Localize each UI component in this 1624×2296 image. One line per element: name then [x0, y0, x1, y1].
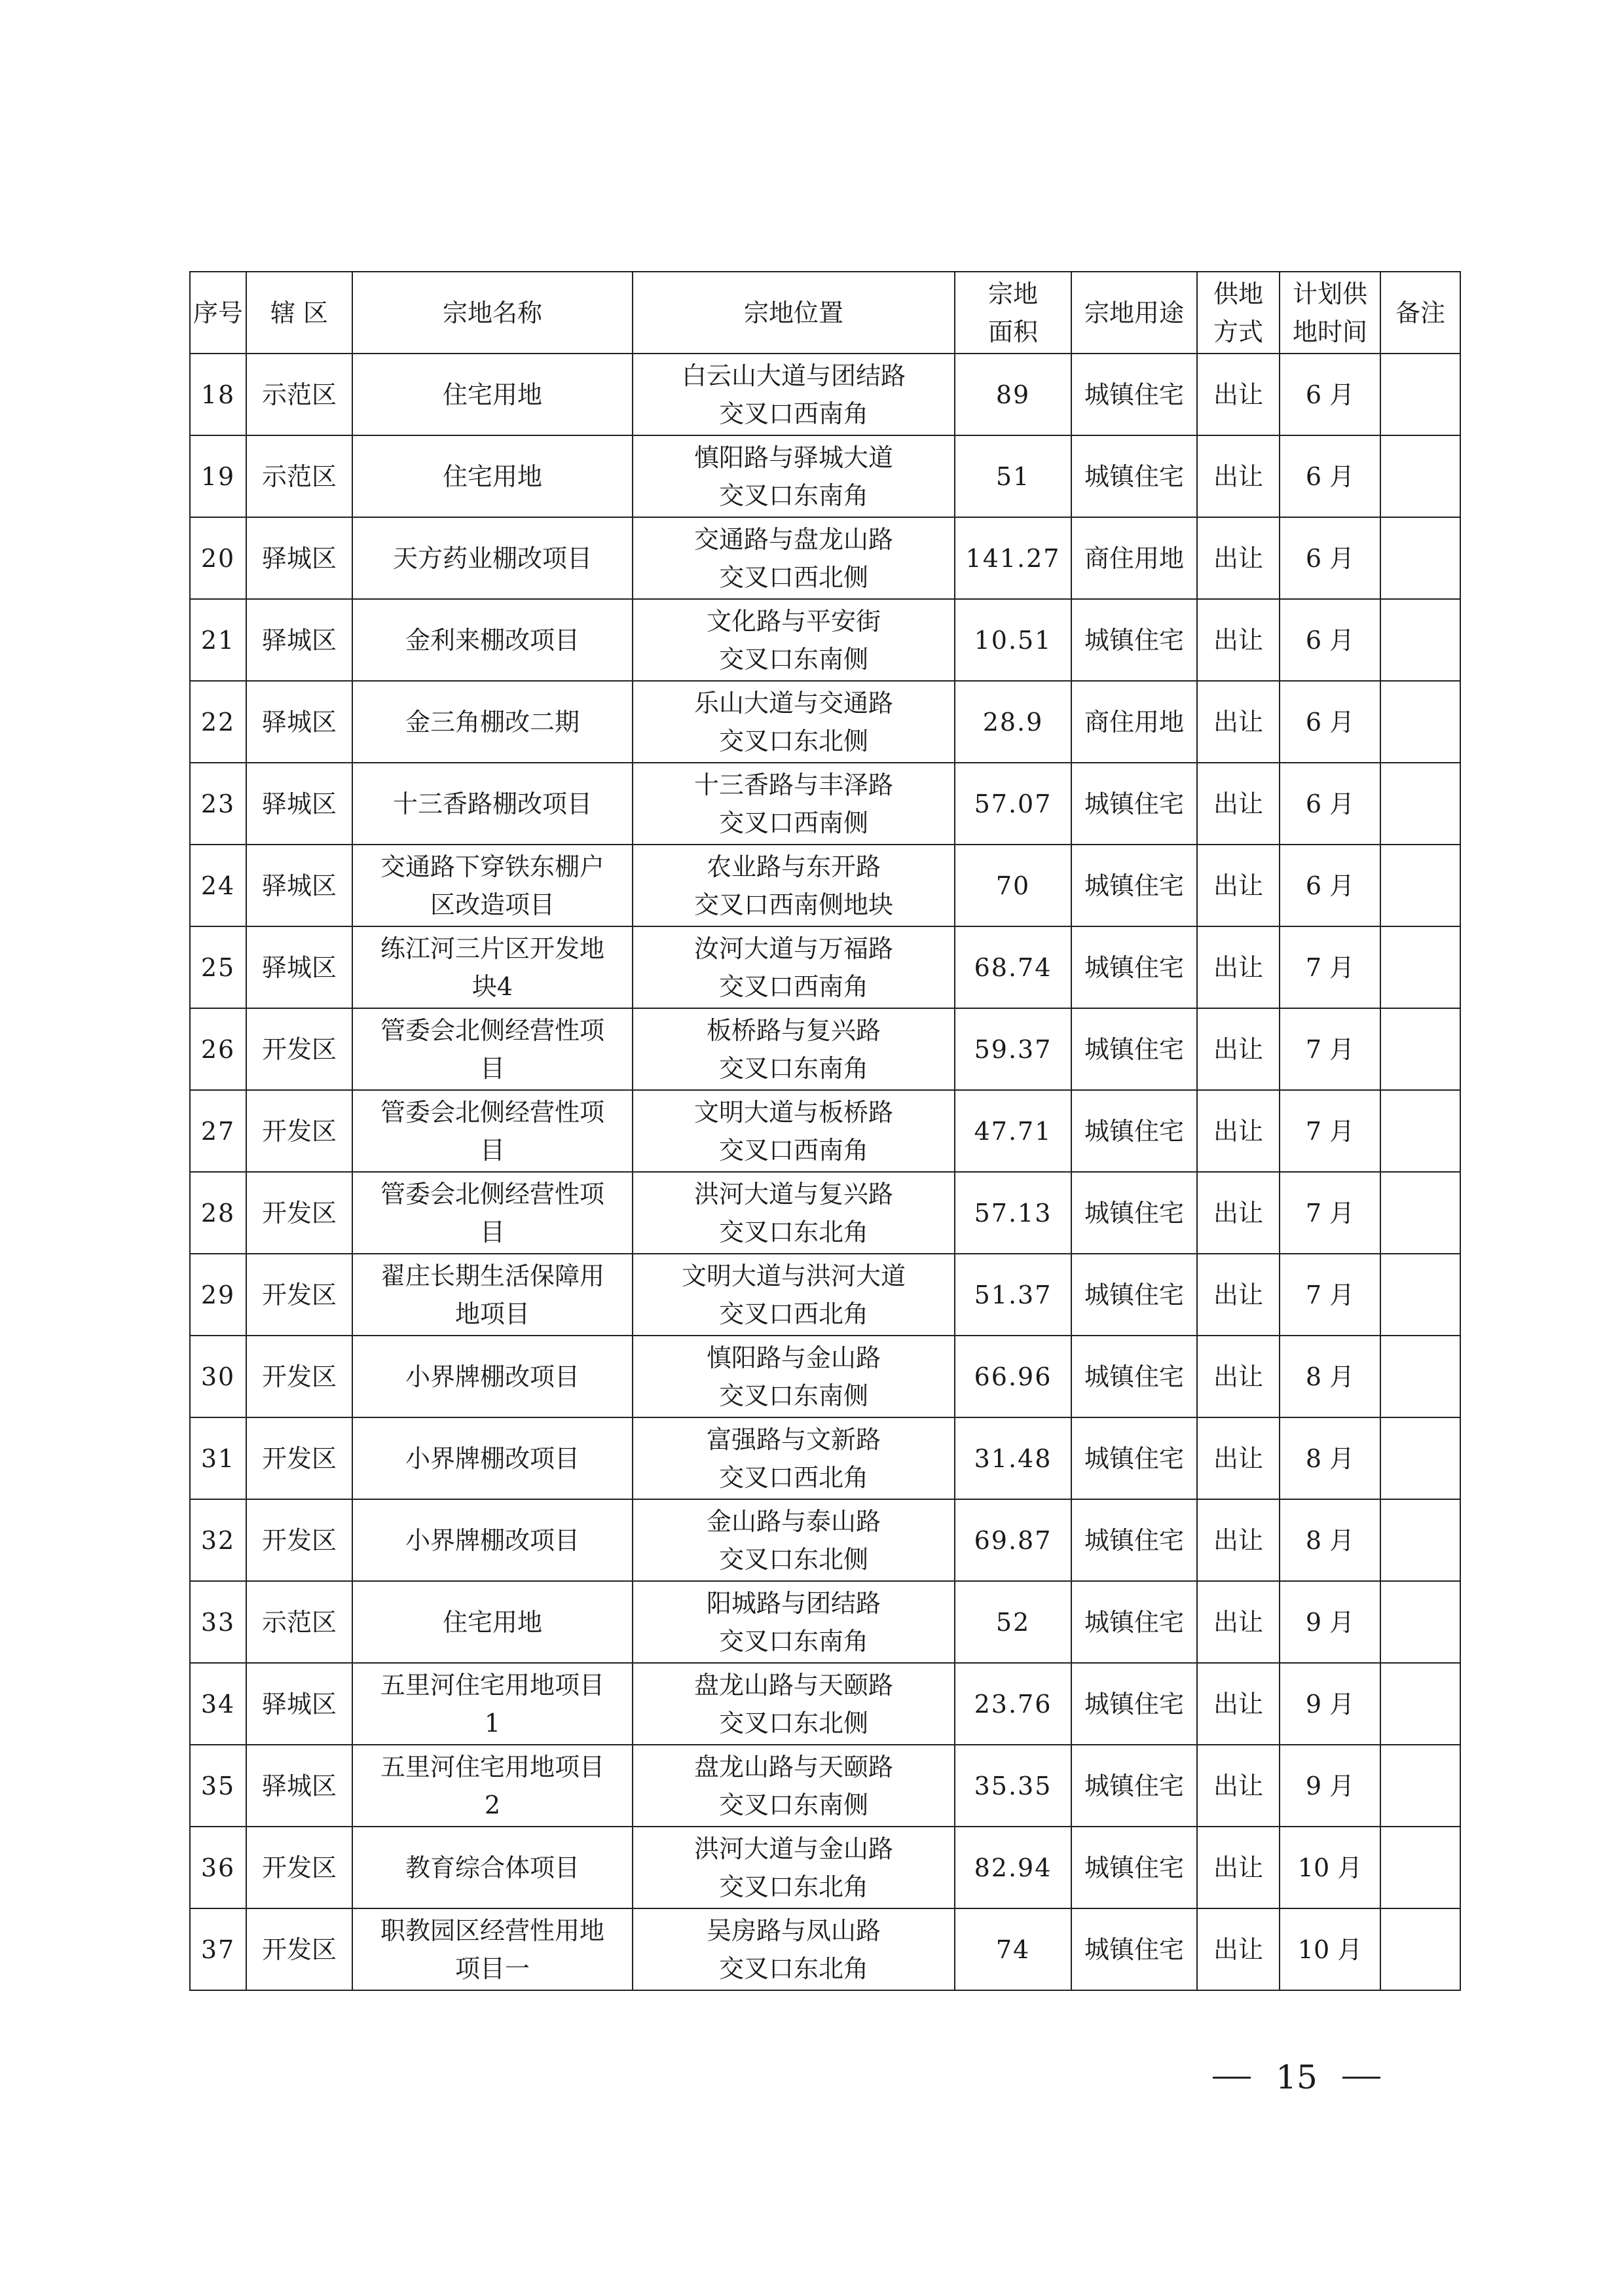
table-header-row: [190, 272, 1460, 354]
cell-area: 141.27: [955, 517, 1071, 599]
cell-supply: 出让: [1197, 517, 1280, 599]
cell-supply: 出让: [1197, 1745, 1280, 1827]
cell-seq: 28: [190, 1172, 246, 1254]
cell-time: 9 月: [1280, 1663, 1380, 1745]
cell-location-line: 洪河大道与金山路: [693, 1834, 893, 1863]
cell-location-line: 金山路与泰山路: [706, 1506, 881, 1536]
cell-name-text: 五里河住宅用地项目 2: [380, 1752, 604, 1819]
cell-name: [352, 1172, 633, 1254]
cell-location-line: 农业路与东开路: [706, 852, 881, 881]
cell-district: 驿城区: [246, 599, 352, 681]
cell-name-text: 管委会北侧经营性项目: [380, 1097, 604, 1165]
cell-area: 28.9: [955, 681, 1071, 763]
cell-supply: 出让: [1197, 845, 1280, 926]
table-row: [190, 926, 1460, 1008]
cell-name: [352, 1663, 633, 1745]
cell-use: 城镇住宅: [1071, 435, 1197, 517]
cell-location-line: 文明大道与洪河大道: [681, 1261, 906, 1290]
cell-name-text: 管委会北侧经营性项目: [380, 1015, 604, 1083]
header-time: 计划供地时间: [1280, 272, 1380, 354]
cell-name-text: 练江河三片区开发地块4: [380, 934, 604, 1001]
cell-name: [352, 1745, 633, 1827]
cell-supply: 出让: [1197, 1908, 1280, 1990]
table-row: [190, 1417, 1460, 1499]
cell-remark: [1380, 926, 1460, 1008]
header-seq: 序号: [190, 272, 246, 354]
cell-use: 城镇住宅: [1071, 1090, 1197, 1172]
cell-name: [352, 354, 633, 435]
cell-name: [352, 763, 633, 845]
header-location: 宗地位置: [633, 272, 955, 354]
cell-location: [633, 435, 955, 517]
table-row: [190, 354, 1460, 435]
cell-use: 城镇住宅: [1071, 1172, 1197, 1254]
cell-location-line: 交叉口东北侧: [718, 726, 868, 756]
cell-location-line: 交叉口东北侧: [718, 1544, 868, 1574]
cell-location: [633, 1172, 955, 1254]
cell-supply: 出让: [1197, 1336, 1280, 1417]
cell-location: [633, 1499, 955, 1581]
cell-location-line: 文化路与平安街: [706, 606, 881, 636]
cell-time: 6 月: [1280, 354, 1380, 435]
cell-area: 89: [955, 354, 1071, 435]
cell-remark: [1380, 763, 1460, 845]
table-row: [190, 1499, 1460, 1581]
cell-name: [352, 517, 633, 599]
cell-supply: 出让: [1197, 1417, 1280, 1499]
page-number: 15: [1276, 2058, 1318, 2096]
cell-location-line: 交叉口东南侧: [718, 1381, 868, 1410]
cell-location: [633, 1663, 955, 1745]
cell-name-text: 小界牌棚改项目: [405, 1444, 580, 1473]
cell-seq: 37: [190, 1908, 246, 1990]
cell-district: 开发区: [246, 1827, 352, 1908]
cell-use: 城镇住宅: [1071, 1499, 1197, 1581]
cell-name: [352, 681, 633, 763]
cell-use: 城镇住宅: [1071, 1417, 1197, 1499]
cell-location: [633, 1581, 955, 1663]
cell-location-line: 交叉口东南侧: [718, 1790, 868, 1819]
table-body: [190, 354, 1460, 1990]
cell-location-line: 交叉口东北侧: [718, 1708, 868, 1738]
cell-remark: [1380, 681, 1460, 763]
cell-location-line: 交叉口东南角: [718, 481, 868, 510]
table-row: [190, 1663, 1460, 1745]
cell-location-line: 吴房路与凤山路: [706, 1916, 881, 1945]
cell-location-line: 交叉口东北角: [718, 1217, 868, 1247]
cell-area: 70: [955, 845, 1071, 926]
cell-remark: [1380, 1254, 1460, 1336]
cell-district: 驿城区: [246, 517, 352, 599]
cell-district: 示范区: [246, 435, 352, 517]
cell-name: [352, 1090, 633, 1172]
cell-location-line: 慎阳路与金山路: [706, 1343, 881, 1372]
cell-name-text: 交通路下穿铁东棚户区改造项目: [380, 852, 604, 919]
table-row: [190, 1581, 1460, 1663]
table-row: [190, 845, 1460, 926]
cell-district: 开发区: [246, 1417, 352, 1499]
cell-remark: [1380, 1090, 1460, 1172]
cell-use: 城镇住宅: [1071, 763, 1197, 845]
cell-area: 51: [955, 435, 1071, 517]
cell-supply: 出让: [1197, 1663, 1280, 1745]
cell-location-line: 十三香路与丰泽路: [693, 770, 893, 799]
cell-remark: [1380, 1008, 1460, 1090]
cell-name: [352, 599, 633, 681]
cell-area: 52: [955, 1581, 1071, 1663]
cell-name-text: 十三香路棚改项目: [392, 789, 592, 818]
cell-time: 7 月: [1280, 926, 1380, 1008]
header-use: 宗地用途: [1071, 272, 1197, 354]
cell-area: 57.07: [955, 763, 1071, 845]
cell-supply: 出让: [1197, 1581, 1280, 1663]
cell-location-line: 汝河大道与万福路: [693, 934, 893, 963]
cell-time: 10 月: [1280, 1827, 1380, 1908]
cell-location-line: 交叉口西南侧: [718, 808, 868, 837]
cell-supply: 出让: [1197, 1827, 1280, 1908]
cell-remark: [1380, 599, 1460, 681]
cell-district: 开发区: [246, 1008, 352, 1090]
header-area: 宗地面积: [955, 272, 1071, 354]
cell-time: 9 月: [1280, 1581, 1380, 1663]
cell-remark: [1380, 354, 1460, 435]
cell-name: [352, 1417, 633, 1499]
cell-district: 开发区: [246, 1499, 352, 1581]
cell-supply: 出让: [1197, 435, 1280, 517]
cell-location-line: 交叉口西南角: [718, 399, 868, 428]
cell-remark: [1380, 1336, 1460, 1417]
cell-supply: 出让: [1197, 1172, 1280, 1254]
cell-district: 示范区: [246, 1581, 352, 1663]
table-row: [190, 517, 1460, 599]
cell-seq: 27: [190, 1090, 246, 1172]
cell-name: [352, 1499, 633, 1581]
cell-seq: 25: [190, 926, 246, 1008]
cell-district: 驿城区: [246, 845, 352, 926]
cell-location-line: 文明大道与板桥路: [693, 1097, 893, 1127]
header-name: 宗地名称: [352, 272, 633, 354]
cell-seq: 18: [190, 354, 246, 435]
cell-time: 8 月: [1280, 1499, 1380, 1581]
cell-location-line: 交叉口西北角: [718, 1463, 868, 1492]
cell-area: 47.71: [955, 1090, 1071, 1172]
cell-use: 城镇住宅: [1071, 354, 1197, 435]
cell-area: 68.74: [955, 926, 1071, 1008]
cell-location-line: 富强路与文新路: [706, 1425, 881, 1454]
cell-area: 66.96: [955, 1336, 1071, 1417]
cell-use: 城镇住宅: [1071, 1663, 1197, 1745]
cell-location: [633, 1090, 955, 1172]
cell-location-line: 交叉口西北角: [718, 1299, 868, 1328]
cell-seq: 33: [190, 1581, 246, 1663]
cell-location-line: 交叉口西南角: [718, 1135, 868, 1165]
cell-location-line: 洪河大道与复兴路: [693, 1179, 893, 1209]
cell-location-line: 交通路与盘龙山路: [693, 524, 893, 554]
cell-name-text: 小界牌棚改项目: [405, 1525, 580, 1555]
cell-name: [352, 926, 633, 1008]
cell-district: 驿城区: [246, 763, 352, 845]
cell-supply: 出让: [1197, 354, 1280, 435]
cell-name-text: 教育综合体项目: [405, 1853, 580, 1882]
cell-district: 开发区: [246, 1172, 352, 1254]
cell-district: 驿城区: [246, 926, 352, 1008]
cell-seq: 21: [190, 599, 246, 681]
table-row: [190, 1090, 1460, 1172]
cell-time: 6 月: [1280, 763, 1380, 845]
cell-time: 6 月: [1280, 517, 1380, 599]
cell-name-text: 住宅用地: [442, 380, 542, 409]
cell-name-text: 职教园区经营性用地项目一: [380, 1916, 604, 1983]
cell-name-text: 住宅用地: [442, 462, 542, 491]
table-row: [190, 681, 1460, 763]
cell-name: [352, 435, 633, 517]
table-row: [190, 1254, 1460, 1336]
cell-seq: 19: [190, 435, 246, 517]
cell-location-line: 交叉口西南角: [718, 972, 868, 1001]
cell-use: 城镇住宅: [1071, 1745, 1197, 1827]
cell-district: 示范区: [246, 354, 352, 435]
cell-use: 城镇住宅: [1071, 926, 1197, 1008]
cell-remark: [1380, 435, 1460, 517]
cell-time: 6 月: [1280, 681, 1380, 763]
cell-area: 31.48: [955, 1417, 1071, 1499]
cell-time: 6 月: [1280, 435, 1380, 517]
cell-use: 城镇住宅: [1071, 1827, 1197, 1908]
cell-remark: [1380, 1908, 1460, 1990]
cell-name: [352, 1827, 633, 1908]
cell-location: [633, 1336, 955, 1417]
cell-remark: [1380, 1499, 1460, 1581]
cell-time: 10 月: [1280, 1908, 1380, 1990]
cell-district: 开发区: [246, 1908, 352, 1990]
cell-name: [352, 1908, 633, 1990]
cell-location: [633, 1254, 955, 1336]
cell-name-text: 住宅用地: [442, 1607, 542, 1637]
cell-location-line: 乐山大道与交通路: [693, 688, 893, 718]
cell-seq: 34: [190, 1663, 246, 1745]
cell-use: 城镇住宅: [1071, 599, 1197, 681]
cell-area: 57.13: [955, 1172, 1071, 1254]
cell-location-line: 交叉口东北角: [718, 1872, 868, 1901]
cell-area: 23.76: [955, 1663, 1071, 1745]
cell-name-text: 翟庄长期生活保障用地项目: [380, 1261, 604, 1328]
cell-name-text: 小界牌棚改项目: [405, 1362, 580, 1391]
cell-location: [633, 1008, 955, 1090]
cell-time: 8 月: [1280, 1417, 1380, 1499]
cell-location-line: 板桥路与复兴路: [706, 1015, 881, 1045]
cell-use: 城镇住宅: [1071, 1336, 1197, 1417]
table-row: [190, 1172, 1460, 1254]
cell-location: [633, 1417, 955, 1499]
table-row: [190, 1336, 1460, 1417]
cell-location: [633, 1908, 955, 1990]
cell-location: [633, 354, 955, 435]
cell-time: 7 月: [1280, 1254, 1380, 1336]
cell-location-line: 慎阳路与驿城大道: [693, 443, 893, 472]
cell-location: [633, 926, 955, 1008]
cell-area: 74: [955, 1908, 1071, 1990]
cell-name: [352, 1254, 633, 1336]
table-row: [190, 1745, 1460, 1827]
cell-district: 开发区: [246, 1254, 352, 1336]
cell-supply: 出让: [1197, 926, 1280, 1008]
cell-district: 驿城区: [246, 1663, 352, 1745]
cell-name-text: 金利来棚改项目: [405, 625, 580, 655]
cell-remark: [1380, 845, 1460, 926]
cell-supply: 出让: [1197, 1090, 1280, 1172]
cell-area: 82.94: [955, 1827, 1071, 1908]
cell-use: 城镇住宅: [1071, 1908, 1197, 1990]
table-row: [190, 1908, 1460, 1990]
cell-seq: 35: [190, 1745, 246, 1827]
cell-seq: 23: [190, 763, 246, 845]
cell-use: 城镇住宅: [1071, 1254, 1197, 1336]
cell-use: 商住用地: [1071, 681, 1197, 763]
cell-location-line: 盘龙山路与天颐路: [693, 1670, 893, 1700]
cell-name-text: 金三角棚改二期: [405, 707, 580, 737]
cell-remark: [1380, 1581, 1460, 1663]
cell-seq: 26: [190, 1008, 246, 1090]
cell-seq: 29: [190, 1254, 246, 1336]
table-row: [190, 435, 1460, 517]
cell-location: [633, 517, 955, 599]
cell-time: 7 月: [1280, 1090, 1380, 1172]
cell-remark: [1380, 1172, 1460, 1254]
cell-remark: [1380, 1827, 1460, 1908]
cell-area: 51.37: [955, 1254, 1071, 1336]
cell-location: [633, 599, 955, 681]
cell-seq: 31: [190, 1417, 246, 1499]
cell-seq: 32: [190, 1499, 246, 1581]
land-supply-table: [189, 271, 1461, 1991]
cell-time: 7 月: [1280, 1008, 1380, 1090]
cell-location-line: 交叉口东南角: [718, 1626, 868, 1656]
cell-seq: 30: [190, 1336, 246, 1417]
cell-district: 开发区: [246, 1336, 352, 1417]
cell-district: 驿城区: [246, 681, 352, 763]
cell-location-line: 白云山大道与团结路: [681, 361, 906, 390]
cell-use: 商住用地: [1071, 517, 1197, 599]
cell-name: [352, 1336, 633, 1417]
cell-area: 35.35: [955, 1745, 1071, 1827]
page-footer: [1198, 2054, 1395, 2100]
cell-district: 驿城区: [246, 1745, 352, 1827]
cell-remark: [1380, 517, 1460, 599]
cell-name-text: 五里河住宅用地项目 1: [380, 1670, 604, 1738]
cell-location-line: 交叉口西南侧地块: [693, 890, 893, 919]
cell-area: 10.51: [955, 599, 1071, 681]
cell-remark: [1380, 1417, 1460, 1499]
footer-dash-left: [1213, 2077, 1251, 2079]
cell-area: 69.87: [955, 1499, 1071, 1581]
cell-name: [352, 845, 633, 926]
cell-location-line: 交叉口西北侧: [718, 562, 868, 592]
cell-seq: 36: [190, 1827, 246, 1908]
cell-time: 8 月: [1280, 1336, 1380, 1417]
cell-time: 7 月: [1280, 1172, 1380, 1254]
cell-location: [633, 1745, 955, 1827]
cell-supply: 出让: [1197, 1499, 1280, 1581]
cell-use: 城镇住宅: [1071, 845, 1197, 926]
footer-dash-right: [1342, 2077, 1380, 2079]
cell-name: [352, 1008, 633, 1090]
cell-location-line: 交叉口东南侧: [718, 644, 868, 674]
header-remark: 备注: [1380, 272, 1460, 354]
cell-location-line: 交叉口东北角: [718, 1954, 868, 1983]
table-row: [190, 1827, 1460, 1908]
cell-seq: 22: [190, 681, 246, 763]
cell-name-text: 管委会北侧经营性项目: [380, 1179, 604, 1247]
cell-supply: 出让: [1197, 763, 1280, 845]
cell-remark: [1380, 1663, 1460, 1745]
cell-use: 城镇住宅: [1071, 1008, 1197, 1090]
cell-time: 9 月: [1280, 1745, 1380, 1827]
cell-location: [633, 845, 955, 926]
cell-location-line: 阳城路与团结路: [706, 1588, 881, 1618]
cell-time: 6 月: [1280, 845, 1380, 926]
cell-area: 59.37: [955, 1008, 1071, 1090]
cell-district: 开发区: [246, 1090, 352, 1172]
table-row: [190, 763, 1460, 845]
cell-location: [633, 681, 955, 763]
cell-remark: [1380, 1745, 1460, 1827]
cell-use: 城镇住宅: [1071, 1581, 1197, 1663]
cell-location-line: 盘龙山路与天颐路: [693, 1752, 893, 1781]
cell-supply: 出让: [1197, 599, 1280, 681]
cell-location-line: 交叉口东南角: [718, 1053, 868, 1083]
cell-supply: 出让: [1197, 1008, 1280, 1090]
cell-supply: 出让: [1197, 1254, 1280, 1336]
cell-name-text: 天方药业棚改项目: [392, 543, 592, 573]
table-row: [190, 1008, 1460, 1090]
cell-seq: 20: [190, 517, 246, 599]
cell-time: 6 月: [1280, 599, 1380, 681]
header-supply: 供地方式: [1197, 272, 1280, 354]
cell-supply: 出让: [1197, 681, 1280, 763]
cell-location: [633, 1827, 955, 1908]
cell-location: [633, 763, 955, 845]
table-row: [190, 599, 1460, 681]
cell-seq: 24: [190, 845, 246, 926]
header-district: 辖 区: [246, 272, 352, 354]
cell-name: [352, 1581, 633, 1663]
